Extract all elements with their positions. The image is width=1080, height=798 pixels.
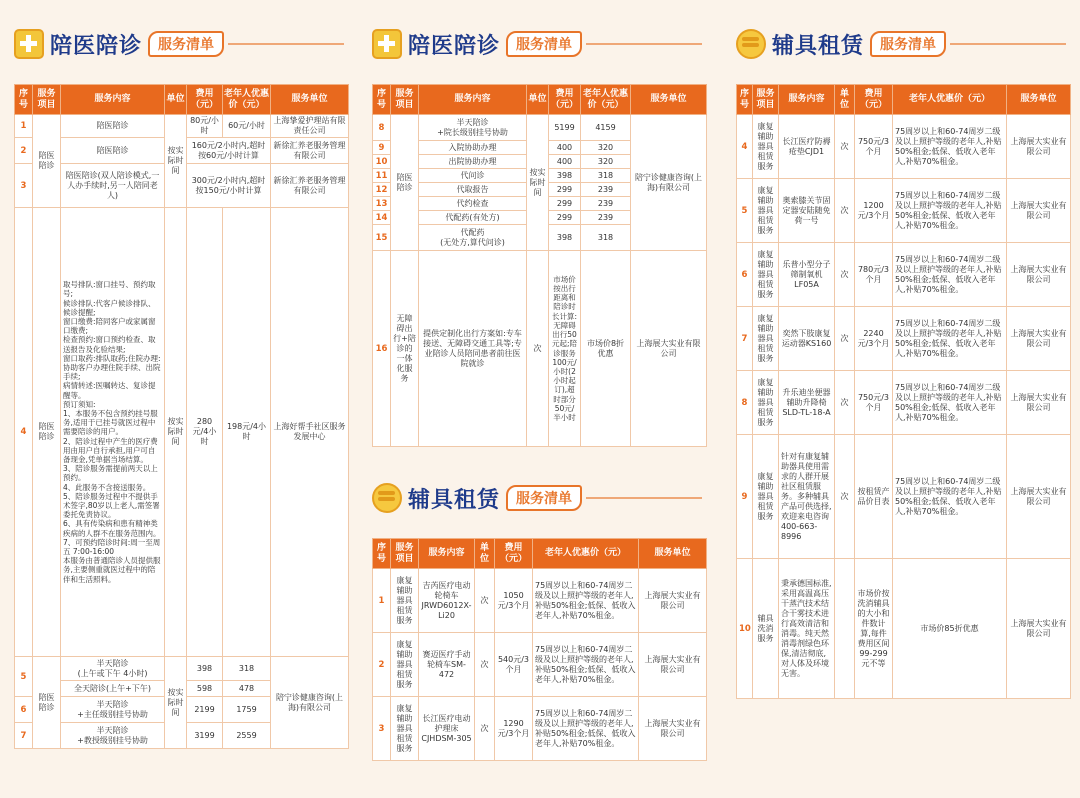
header-item: 服务项目 — [753, 85, 779, 115]
provider: 上海展大实业有限公司 — [1007, 243, 1071, 307]
service-category: 无障碍出行+陪诊的一体化服务 — [391, 251, 419, 447]
fee: 1200元/3个月 — [855, 179, 893, 243]
fee: 1050元/3个月 — [495, 569, 533, 633]
provider: 新徐汇养老服务管理有限公司 — [271, 164, 349, 208]
header-provider: 服务单位 — [271, 85, 349, 115]
panel4-title: 辅具租赁 — [772, 32, 865, 59]
provider: 上海好帮手社区服务发展中心 — [271, 208, 349, 657]
row-number: 4 — [15, 208, 33, 657]
fee: 2240元/3个月 — [855, 307, 893, 371]
discount-price: 239 — [581, 211, 631, 225]
provider: 上海展大实业有限公司 — [1007, 559, 1071, 699]
header-content: 服务内容 — [779, 85, 835, 115]
fee: 按租赁产品价目表 — [855, 435, 893, 559]
provider: 上海展大实业有限公司 — [1007, 307, 1071, 371]
service-content: 长江医疗电动护理床CJHDSM-305 — [419, 697, 475, 761]
service-content: 半天陪诊 (上午或下午 4小时) — [61, 657, 165, 681]
fee: 780元/3个月 — [855, 243, 893, 307]
service-category: 陪医陪诊 — [33, 657, 61, 749]
discount-price: 318 — [223, 657, 271, 681]
fee: 299 — [549, 183, 581, 197]
divider — [228, 43, 344, 45]
discount-price: 市场价85折优惠 — [893, 559, 1007, 699]
row-number: 5 — [737, 179, 753, 243]
row-number: 15 — [373, 225, 391, 251]
service-content: 代配药(有处方) — [419, 211, 527, 225]
header-content: 服务内容 — [419, 539, 475, 569]
fee: 398 — [549, 225, 581, 251]
header-item: 服务项目 — [391, 85, 419, 115]
panel1-tag: 服务清单 — [148, 31, 224, 57]
fee: 280元/4小时 — [187, 208, 223, 657]
panel4-header — [736, 24, 1066, 64]
row-number: 11 — [373, 169, 391, 183]
service-category: 康复辅助器具租赁服务 — [391, 697, 419, 761]
header-no: 序号 — [737, 85, 753, 115]
row-number: 2 — [373, 633, 391, 697]
panel2-tag: 服务清单 — [506, 31, 582, 57]
panel4-tag: 服务清单 — [870, 31, 946, 57]
service-content: 长江医疗防褥疮垫CJD1 — [779, 115, 835, 179]
service-category: 康复辅助器具租赁服务 — [753, 435, 779, 559]
panel2-header — [372, 24, 702, 64]
service-category: 陪医陪诊 — [33, 208, 61, 657]
row-number: 1 — [373, 569, 391, 633]
medical-cross-icon — [14, 29, 44, 59]
service-unit: 次 — [835, 371, 855, 435]
header-provider: 服务单位 — [631, 85, 707, 115]
provider: 上海展大实业有限公司 — [639, 569, 707, 633]
provider: 陪宁诊健康咨询(上海)有限公司 — [271, 657, 349, 749]
service-unit — [835, 559, 855, 699]
service-content: 代问诊 — [419, 169, 527, 183]
service-content: 秉承德国标准,采用高温高压干蒸汽技术结合干雾技术进行高效清洁和消毒。纯天然消毒剂绿色环保,清洁彻底,对人体及环境无害。 — [779, 559, 835, 699]
service-unit: 次 — [835, 243, 855, 307]
header-no: 序号 — [373, 85, 391, 115]
fee: 3199 — [187, 723, 223, 749]
header-content: 服务内容 — [419, 85, 527, 115]
discount-price: 75周岁以上和60-74周岁二级及以上照护等级的老年人,补贴50%租金;低保、低收入老年人,补贴70%租金。 — [533, 633, 639, 697]
service-unit: 次 — [835, 179, 855, 243]
provider: 上海挚爱护理站有限责任公司 — [271, 115, 349, 138]
fee: 400 — [549, 155, 581, 169]
fee: 398 — [549, 169, 581, 183]
service-content: 奕然下肢康复运动器KS160 — [779, 307, 835, 371]
discount-price: 1759 — [223, 697, 271, 723]
service-unit: 次 — [475, 697, 495, 761]
service-category: 陪医陪诊 — [391, 115, 419, 251]
service-content: 半天陪诊 +主任级别挂号协助 — [61, 697, 165, 723]
header-item: 服务项目 — [33, 85, 61, 115]
provider: 陪宁诊健康咨询(上海)有限公司 — [631, 115, 707, 251]
medical-cross-icon — [372, 29, 402, 59]
panel3-tag: 服务清单 — [506, 485, 582, 511]
row-number: 2 — [15, 138, 33, 164]
service-content: 乐普小型分子筛制氧机LF05A — [779, 243, 835, 307]
row-number: 1 — [15, 115, 33, 138]
provider: 上海展大实业有限公司 — [1007, 115, 1071, 179]
discount-price: 4159 — [581, 115, 631, 141]
header-unit: 单位 — [835, 85, 855, 115]
panel1-table — [14, 84, 349, 749]
discount-price: 75周岁以上和60-74周岁二级及以上照护等级的老年人,补贴50%租金;低保、低收入老年人,补贴70%租金。 — [893, 115, 1007, 179]
service-unit: 按实际时间 — [527, 115, 549, 251]
discount-price: 318 — [581, 169, 631, 183]
discount-price: 75周岁以上和60-74周岁二级及以上照护等级的老年人,补贴50%租金;低保、低收入老年人,补贴70%租金。 — [533, 569, 639, 633]
service-content: 针对有康复辅助器具使用需求的人群开展社区租赁服务。多种辅具产品可供选择,欢迎来电咨询 400-663-8996 — [779, 435, 835, 559]
coin-stack-icon — [372, 483, 402, 513]
service-content: 陪医陪诊 — [61, 138, 165, 164]
service-unit: 次 — [527, 251, 549, 447]
service-category: 康复辅助器具租赁服务 — [753, 179, 779, 243]
service-content: 赛迈医疗手动轮椅车SM-472 — [419, 633, 475, 697]
fee: 400 — [549, 141, 581, 155]
row-number: 14 — [373, 211, 391, 225]
discount-price: 60元/小时 — [223, 115, 271, 138]
service-content: 陪医陪诊(双人陪诊模式,一人办手续时,另一人陪同老人) — [61, 164, 165, 208]
row-number: 6 — [737, 243, 753, 307]
provider: 上海展大实业有限公司 — [1007, 179, 1071, 243]
service-content: 出院协助办理 — [419, 155, 527, 169]
service-category: 辅具洗消服务 — [753, 559, 779, 699]
fee: 598 — [187, 681, 223, 697]
service-content: 半天陪诊 +教授级别挂号协助 — [61, 723, 165, 749]
row-number: 8 — [373, 115, 391, 141]
fee: 1290元/3个月 — [495, 697, 533, 761]
header-fee: 费用（元） — [495, 539, 533, 569]
header-unit: 单位 — [475, 539, 495, 569]
discount-price: 75周岁以上和60-74周岁二级及以上照护等级的老年人,补贴50%租金;低保、低收入老年人,补贴70%租金。 — [893, 371, 1007, 435]
service-category: 康复辅助器具租赁服务 — [753, 371, 779, 435]
row-number: 12 — [373, 183, 391, 197]
discount-price: 75周岁以上和60-74周岁二级及以上照护等级的老年人,补贴50%租金;低保、低收入老年人,补贴70%租金。 — [893, 435, 1007, 559]
provider: 上海展大实业有限公司 — [1007, 371, 1071, 435]
divider — [586, 43, 702, 45]
service-unit: 次 — [475, 633, 495, 697]
provider: 上海展大实业有限公司 — [1007, 435, 1071, 559]
discount-price: 478 — [223, 681, 271, 697]
panel1-title: 陪医陪诊 — [50, 32, 143, 59]
row-number: 9 — [373, 141, 391, 155]
panel4-table — [736, 84, 1071, 699]
header-fee: 费用（元） — [855, 85, 893, 115]
fee: 540元/3个月 — [495, 633, 533, 697]
panel2-title: 陪医陪诊 — [408, 32, 501, 59]
fee: 300元/2小时内,超时按150元/小时计算 — [187, 164, 271, 208]
fee: 市场价按出行距离和陪诊时长计算:无障碍出行50元起;陪诊服务100元/小时(2小时起订),超时部分50元/半小时 — [549, 251, 581, 447]
service-content: 代约检查 — [419, 197, 527, 211]
header-item: 服务项目 — [391, 539, 419, 569]
service-unit: 次 — [475, 569, 495, 633]
row-number: 7 — [737, 307, 753, 371]
row-number: 13 — [373, 197, 391, 211]
service-content: 取号排队:窗口挂号、预约取号; 候诊排队:代客户候诊排队、候诊提醒; 窗口缴费:陪同客户或家属窗口缴费; 检查预约:窗口预约检查、取送报告及化验结果; 窗口取药:排队取药;住院办理:协助客户办理住院手续、出院手续; 病情转述:医嘱转达、复诊提醒等。 预订须知: 1、本服务不包含预约挂号服务,适用于已挂号就医过程中需要陪诊的用户。 2、陪诊过程中产生的医疗费用由用户自行承担,用户可自备现金,凭单据当场结算。 3、陪诊服务需提前两天以上预约。 4、此服务不含接送服务。 5、陪诊服务过程中不提供手术签字,80岁以上老人,需签署委托免责协议。 6、具有传染病和患有精神类疾病的人群不在服务范围内。 7、可预约陪诊时间:周一至周五 7:00-16:00 本服务由普通陪诊人员提供服务,主要侧重就医过程中的陪伴和生活照料。 — [61, 208, 165, 657]
discount-price: 320 — [581, 155, 631, 169]
row-number: 6 — [15, 697, 33, 723]
service-unit: 按实际时间 — [165, 208, 187, 657]
service-content: 升乐迪坐便器辅助升降椅SLD-TL-18-A — [779, 371, 835, 435]
service-unit: 次 — [835, 115, 855, 179]
discount-price: 75周岁以上和60-74周岁二级及以上照护等级的老年人,补贴50%租金;低保、低收入老年人,补贴70%租金。 — [893, 243, 1007, 307]
header-discount: 老年人优惠价（元） — [581, 85, 631, 115]
service-content: 半天陪诊 +院长级别挂号协助 — [419, 115, 527, 141]
fee: 750元/3个月 — [855, 371, 893, 435]
header-discount: 老年人优惠价（元） — [223, 85, 271, 115]
fee: 160元/2小时内,超时按60元/小时计算 — [187, 138, 271, 164]
panel1-header — [14, 24, 344, 64]
discount-price: 市场价8折优惠 — [581, 251, 631, 447]
service-content: 提供定制化出行方案如:专车接送、无障碍交通工具等;专业陪诊人员陪同患者前往医院就诊 — [419, 251, 527, 447]
discount-price: 2559 — [223, 723, 271, 749]
fee: 5199 — [549, 115, 581, 141]
discount-price: 198元/4小时 — [223, 208, 271, 657]
provider: 新徐汇养老服务管理有限公司 — [271, 138, 349, 164]
fee: 750元/3个月 — [855, 115, 893, 179]
discount-price: 75周岁以上和60-74周岁二级及以上照护等级的老年人,补贴50%租金;低保、低收入老年人,补贴70%租金。 — [533, 697, 639, 761]
service-unit: 按实际时间 — [165, 115, 187, 208]
service-content: 奥索膝关节固定器安陆随免荷一号 — [779, 179, 835, 243]
discount-price: 239 — [581, 197, 631, 211]
provider: 上海展大实业有限公司 — [639, 697, 707, 761]
coin-stack-icon — [736, 29, 766, 59]
service-category: 康复辅助器具租赁服务 — [753, 115, 779, 179]
header-unit: 单位 — [527, 85, 549, 115]
panel3-header — [372, 478, 702, 518]
service-content: 代配药 (无处方,算代问诊) — [419, 225, 527, 251]
fee: 299 — [549, 211, 581, 225]
header-no: 序号 — [15, 85, 33, 115]
panel3-table — [372, 538, 707, 761]
row-number: 3 — [15, 164, 33, 208]
row-number: 8 — [737, 371, 753, 435]
fee: 2199 — [187, 697, 223, 723]
header-discount: 老年人优惠价（元） — [533, 539, 639, 569]
header-provider: 服务单位 — [639, 539, 707, 569]
row-number: 16 — [373, 251, 391, 447]
fee: 市场价按洗消辅具的大小和件数计算,每件费用区间99-299元不等 — [855, 559, 893, 699]
header-no: 序号 — [373, 539, 391, 569]
header-unit: 单位 — [165, 85, 187, 115]
header-provider: 服务单位 — [1007, 85, 1071, 115]
service-unit: 次 — [835, 435, 855, 559]
header-fee: 费用（元） — [187, 85, 223, 115]
row-number: 3 — [373, 697, 391, 761]
header-content: 服务内容 — [61, 85, 165, 115]
discount-price: 318 — [581, 225, 631, 251]
fee: 299 — [549, 197, 581, 211]
service-content: 全天陪诊(上午+下午) — [61, 681, 165, 697]
row-number: 4 — [737, 115, 753, 179]
service-category: 康复辅助器具租赁服务 — [753, 307, 779, 371]
row-number: 10 — [737, 559, 753, 699]
header-discount: 老年人优惠价（元） — [893, 85, 1007, 115]
discount-price: 320 — [581, 141, 631, 155]
panel3-title: 辅具租赁 — [408, 486, 501, 513]
provider: 上海展大实业有限公司 — [639, 633, 707, 697]
service-unit: 按实际时间 — [165, 657, 187, 749]
service-category: 康复辅助器具租赁服务 — [391, 633, 419, 697]
discount-price: 239 — [581, 183, 631, 197]
divider — [950, 43, 1066, 45]
service-content: 吉芮医疗电动轮椅车JRWD6012X-Li20 — [419, 569, 475, 633]
panel2-table — [372, 84, 707, 447]
row-number: 5 — [15, 657, 33, 697]
service-content: 入院协助办理 — [419, 141, 527, 155]
divider — [586, 497, 702, 499]
row-number: 9 — [737, 435, 753, 559]
service-category: 康复辅助器具租赁服务 — [753, 243, 779, 307]
row-number: 10 — [373, 155, 391, 169]
row-number: 7 — [15, 723, 33, 749]
fee: 398 — [187, 657, 223, 681]
fee: 80元/小时 — [187, 115, 223, 138]
service-content: 陪医陪诊 — [61, 115, 165, 138]
provider: 上海展大实业有限公司 — [631, 251, 707, 447]
discount-price: 75周岁以上和60-74周岁二级及以上照护等级的老年人,补贴50%租金;低保、低收入老年人,补贴70%租金。 — [893, 307, 1007, 371]
header-fee: 费用（元） — [549, 85, 581, 115]
service-category: 陪医陪诊 — [33, 115, 61, 208]
service-unit: 次 — [835, 307, 855, 371]
discount-price: 75周岁以上和60-74周岁二级及以上照护等级的老年人,补贴50%租金;低保、低收入老年人,补贴70%租金。 — [893, 179, 1007, 243]
service-content: 代取报告 — [419, 183, 527, 197]
service-category: 康复辅助器具租赁服务 — [391, 569, 419, 633]
